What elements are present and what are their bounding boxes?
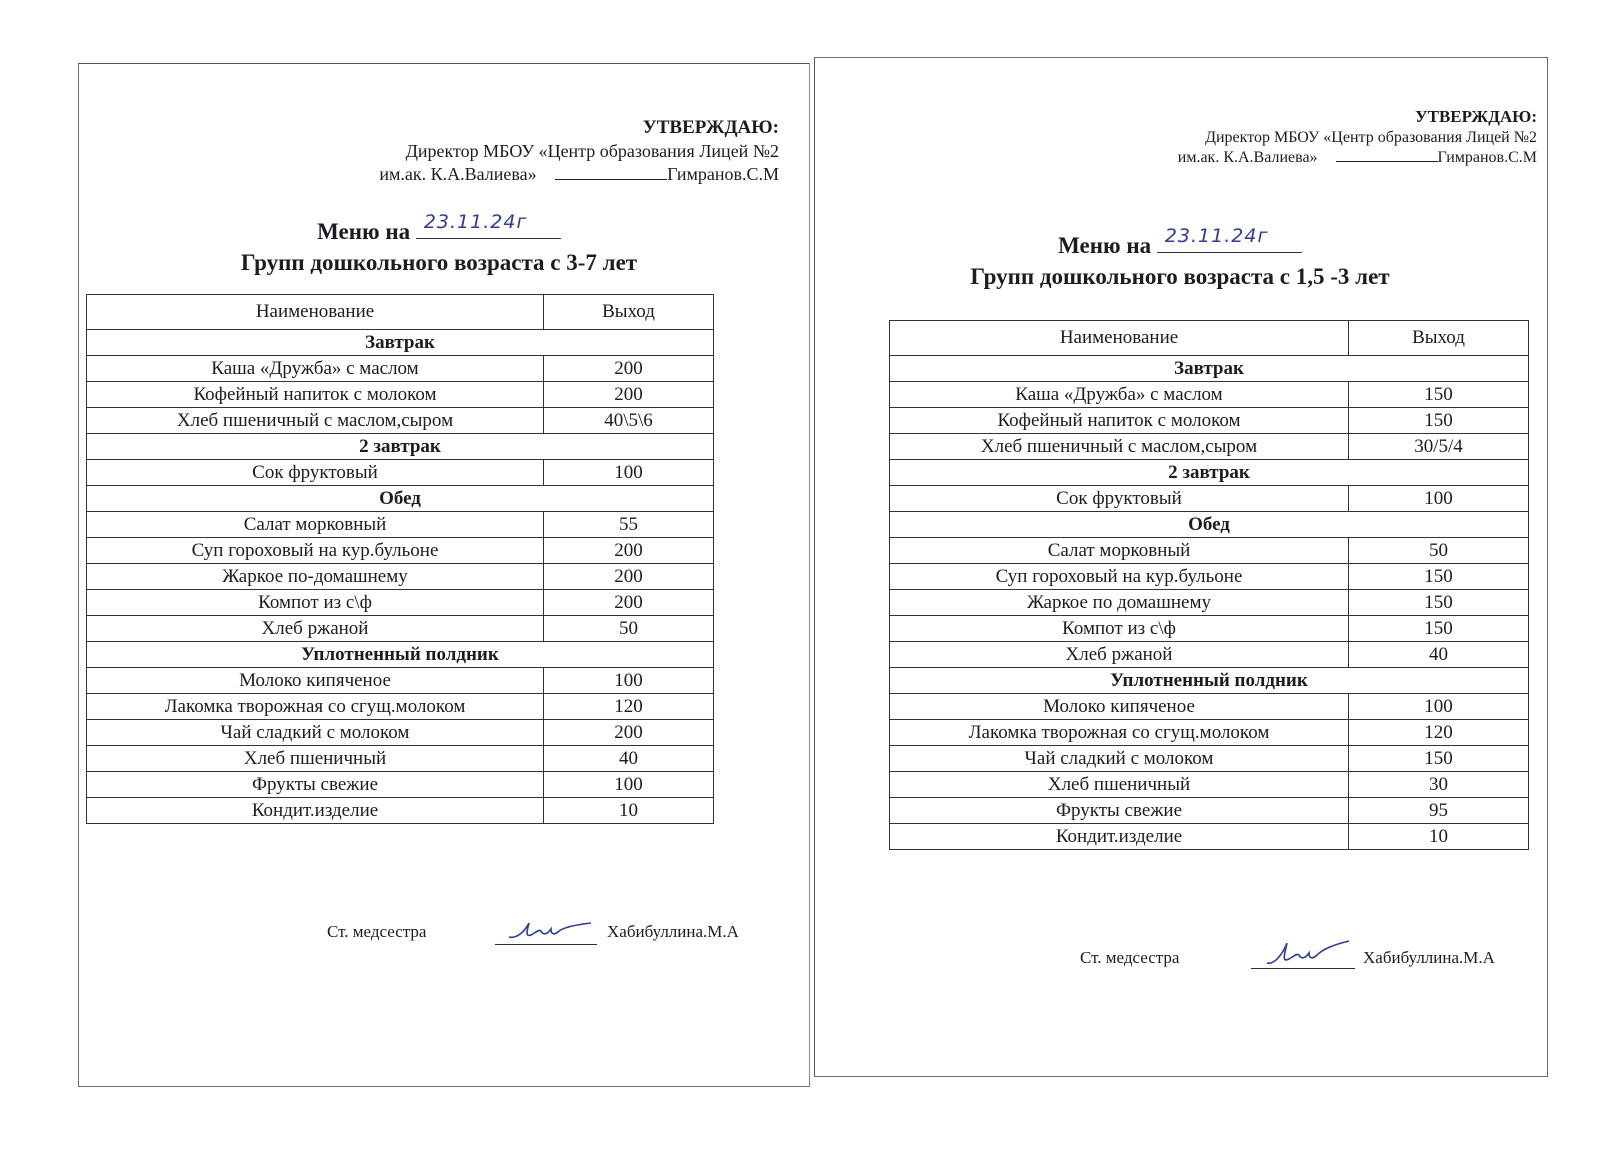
dish-name: Суп гороховый на кур.бульоне	[890, 564, 1349, 590]
table-row	[890, 694, 1529, 720]
table-row	[87, 564, 714, 590]
table-row	[87, 694, 714, 720]
menu-title-prefix: Меню на	[1058, 233, 1152, 258]
column-header-yield: Выход	[1349, 321, 1529, 356]
dish-yield: 150	[1349, 746, 1529, 772]
menu-group-title: Групп дошкольного возраста с 1,5 -3 лет	[970, 264, 1390, 289]
approval-institution-suffix: им.ак. К.А.Валиева»	[379, 164, 537, 185]
dish-name: Сок фруктовый	[890, 486, 1349, 512]
dish-yield: 30	[1349, 772, 1529, 798]
dish-yield: 120	[544, 694, 714, 720]
menu-group-title: Групп дошкольного возраста с 3-7 лет	[240, 250, 638, 275]
menu-title	[119, 211, 759, 278]
approval-institution-suffix: им.ак. К.А.Валиева»	[1177, 149, 1318, 167]
table-row	[890, 798, 1529, 824]
dish-yield: 50	[544, 616, 714, 642]
dish-yield: 200	[544, 564, 714, 590]
table-row	[87, 408, 714, 434]
meal-section-title: Завтрак	[890, 356, 1529, 382]
dish-name: Чай сладкий с молоком	[87, 720, 544, 746]
menu-date-line	[119, 211, 759, 247]
table-header-row	[890, 321, 1529, 356]
dish-yield: 50	[1349, 538, 1529, 564]
dish-yield: 100	[1349, 694, 1529, 720]
nurse-name: Хабибуллина.М.А	[1363, 948, 1495, 967]
dish-name: Каша «Дружба» с маслом	[87, 356, 544, 382]
approval-heading: УТВЕРЖДАЮ:	[642, 117, 779, 138]
menu-date-field	[1157, 225, 1302, 253]
table-row	[87, 720, 714, 746]
dish-yield: 100	[544, 460, 714, 486]
dish-name: Хлеб пшеничный с маслом,сыром	[890, 434, 1349, 460]
dish-yield: 100	[1349, 486, 1529, 512]
dish-name: Салат морковный	[890, 538, 1349, 564]
director-signature-blank	[1336, 161, 1438, 162]
menu-date-line	[835, 225, 1525, 261]
table-row	[890, 824, 1529, 850]
approval-director: Директор МБОУ «Центр образования Лицей №2	[1205, 128, 1537, 146]
dish-name: Хлеб пшеничный	[87, 746, 544, 772]
menu-sheet-3-7	[78, 63, 810, 1087]
handwritten-signature-icon	[1261, 939, 1351, 967]
dish-name: Салат морковный	[87, 512, 544, 538]
menu-title	[835, 225, 1525, 292]
dish-yield: 200	[544, 356, 714, 382]
dish-yield: 40	[1349, 642, 1529, 668]
meal-section-row	[87, 434, 714, 460]
meal-section-row	[890, 512, 1529, 538]
nurse-position: Ст. медсестра	[327, 922, 427, 941]
dish-name: Молоко кипяченое	[890, 694, 1349, 720]
meal-section-row	[87, 486, 714, 512]
director-name: Гимранов.С.М	[1437, 149, 1537, 167]
approval-block	[1178, 106, 1537, 169]
dish-yield: 100	[544, 668, 714, 694]
dish-yield: 40\5\6	[544, 408, 714, 434]
menu-table	[86, 294, 714, 824]
dish-name: Лакомка творожная со сгущ.молоком	[890, 720, 1349, 746]
dish-yield: 100	[544, 772, 714, 798]
meal-section-row	[87, 330, 714, 356]
dish-yield: 200	[544, 720, 714, 746]
table-row	[87, 798, 714, 824]
table-row	[87, 382, 714, 408]
dish-name: Фрукты свежие	[890, 798, 1349, 824]
table-row	[87, 538, 714, 564]
table-row	[87, 512, 714, 538]
dish-yield: 150	[1349, 408, 1529, 434]
dish-yield: 150	[1349, 382, 1529, 408]
menu-table	[889, 320, 1529, 850]
dish-name: Кофейный напиток с молоком	[87, 382, 544, 408]
dish-name: Сок фруктовый	[87, 460, 544, 486]
table-header-row	[87, 295, 714, 330]
table-row	[87, 356, 714, 382]
dish-name: Компот из с\ф	[890, 616, 1349, 642]
dish-yield: 200	[544, 382, 714, 408]
dish-yield: 200	[544, 538, 714, 564]
meal-section-title: Обед	[87, 486, 714, 512]
table-row	[890, 642, 1529, 668]
table-row	[890, 772, 1529, 798]
dish-name: Жаркое по-домашнему	[87, 564, 544, 590]
nurse-signature	[495, 916, 597, 945]
dish-name: Лакомка творожная со сгущ.молоком	[87, 694, 544, 720]
table-row	[890, 746, 1529, 772]
dish-yield: 150	[1349, 564, 1529, 590]
dish-name: Фрукты свежие	[87, 772, 544, 798]
approval-signature-line	[379, 163, 779, 186]
table-row	[87, 772, 714, 798]
table-row	[890, 564, 1529, 590]
meal-section-row	[890, 356, 1529, 382]
director-name: Гимранов.С.М	[667, 164, 779, 185]
dish-yield: 55	[544, 512, 714, 538]
column-header-yield: Выход	[544, 295, 714, 330]
dish-yield: 150	[1349, 590, 1529, 616]
approval-signature-line	[1178, 148, 1537, 168]
dish-yield: 30/5/4	[1349, 434, 1529, 460]
table-row	[890, 434, 1529, 460]
table-row	[890, 616, 1529, 642]
menu-sheet-1-5-3	[814, 57, 1548, 1077]
signature-footer	[815, 938, 1547, 978]
column-header-name: Наименование	[87, 295, 544, 330]
meal-section-title: 2 завтрак	[87, 434, 714, 460]
dish-name: Молоко кипяченое	[87, 668, 544, 694]
table-row	[87, 616, 714, 642]
dish-yield: 10	[1349, 824, 1529, 850]
dish-name: Каша «Дружба» с маслом	[890, 382, 1349, 408]
dish-name: Кофейный напиток с молоком	[890, 408, 1349, 434]
table-row	[890, 720, 1529, 746]
dish-name: Хлеб ржаной	[890, 642, 1349, 668]
dish-yield: 10	[544, 798, 714, 824]
column-header-name: Наименование	[890, 321, 1349, 356]
meal-section-title: Уплотненный полдник	[890, 668, 1529, 694]
meal-section-title: Уплотненный полдник	[87, 642, 714, 668]
meal-section-row	[890, 460, 1529, 486]
meal-section-row	[890, 668, 1529, 694]
meal-section-row	[87, 642, 714, 668]
table-row	[87, 668, 714, 694]
dish-yield: 40	[544, 746, 714, 772]
table-row	[890, 382, 1529, 408]
menu-date-field	[416, 211, 561, 239]
table-row	[890, 538, 1529, 564]
nurse-signature	[1251, 938, 1355, 969]
table-row	[87, 590, 714, 616]
meal-section-title: 2 завтрак	[890, 460, 1529, 486]
meal-section-title: Завтрак	[87, 330, 714, 356]
dish-yield: 95	[1349, 798, 1529, 824]
dish-yield: 200	[544, 590, 714, 616]
dish-name: Хлеб пшеничный с маслом,сыром	[87, 408, 544, 434]
dish-yield: 150	[1349, 616, 1529, 642]
meal-section-title: Обед	[890, 512, 1529, 538]
dish-name: Чай сладкий с молоком	[890, 746, 1349, 772]
nurse-position: Ст. медсестра	[1080, 948, 1180, 967]
nurse-name: Хабибуллина.М.А	[607, 922, 739, 941]
approval-block	[379, 116, 779, 186]
table-row	[890, 408, 1529, 434]
dish-name: Кондит.изделие	[890, 824, 1349, 850]
dish-name: Жаркое по домашнему	[890, 590, 1349, 616]
approval-heading: УТВЕРЖДАЮ:	[1415, 107, 1537, 126]
table-row	[87, 460, 714, 486]
director-signature-blank	[555, 179, 667, 180]
dish-name: Хлеб пшеничный	[890, 772, 1349, 798]
handwritten-signature-icon	[505, 917, 595, 943]
menu-title-prefix: Меню на	[317, 219, 411, 244]
table-row	[890, 486, 1529, 512]
dish-name: Компот из с\ф	[87, 590, 544, 616]
handwritten-date: 23.11.24г	[1164, 225, 1269, 247]
approval-director: Директор МБОУ «Центр образования Лицей №2	[405, 141, 779, 162]
dish-name: Хлеб ржаной	[87, 616, 544, 642]
dish-name: Суп гороховый на кур.бульоне	[87, 538, 544, 564]
signature-footer	[79, 916, 809, 956]
dish-name: Кондит.изделие	[87, 798, 544, 824]
dish-yield: 120	[1349, 720, 1529, 746]
table-row	[87, 746, 714, 772]
table-row	[890, 590, 1529, 616]
handwritten-date: 23.11.24г	[423, 211, 528, 233]
